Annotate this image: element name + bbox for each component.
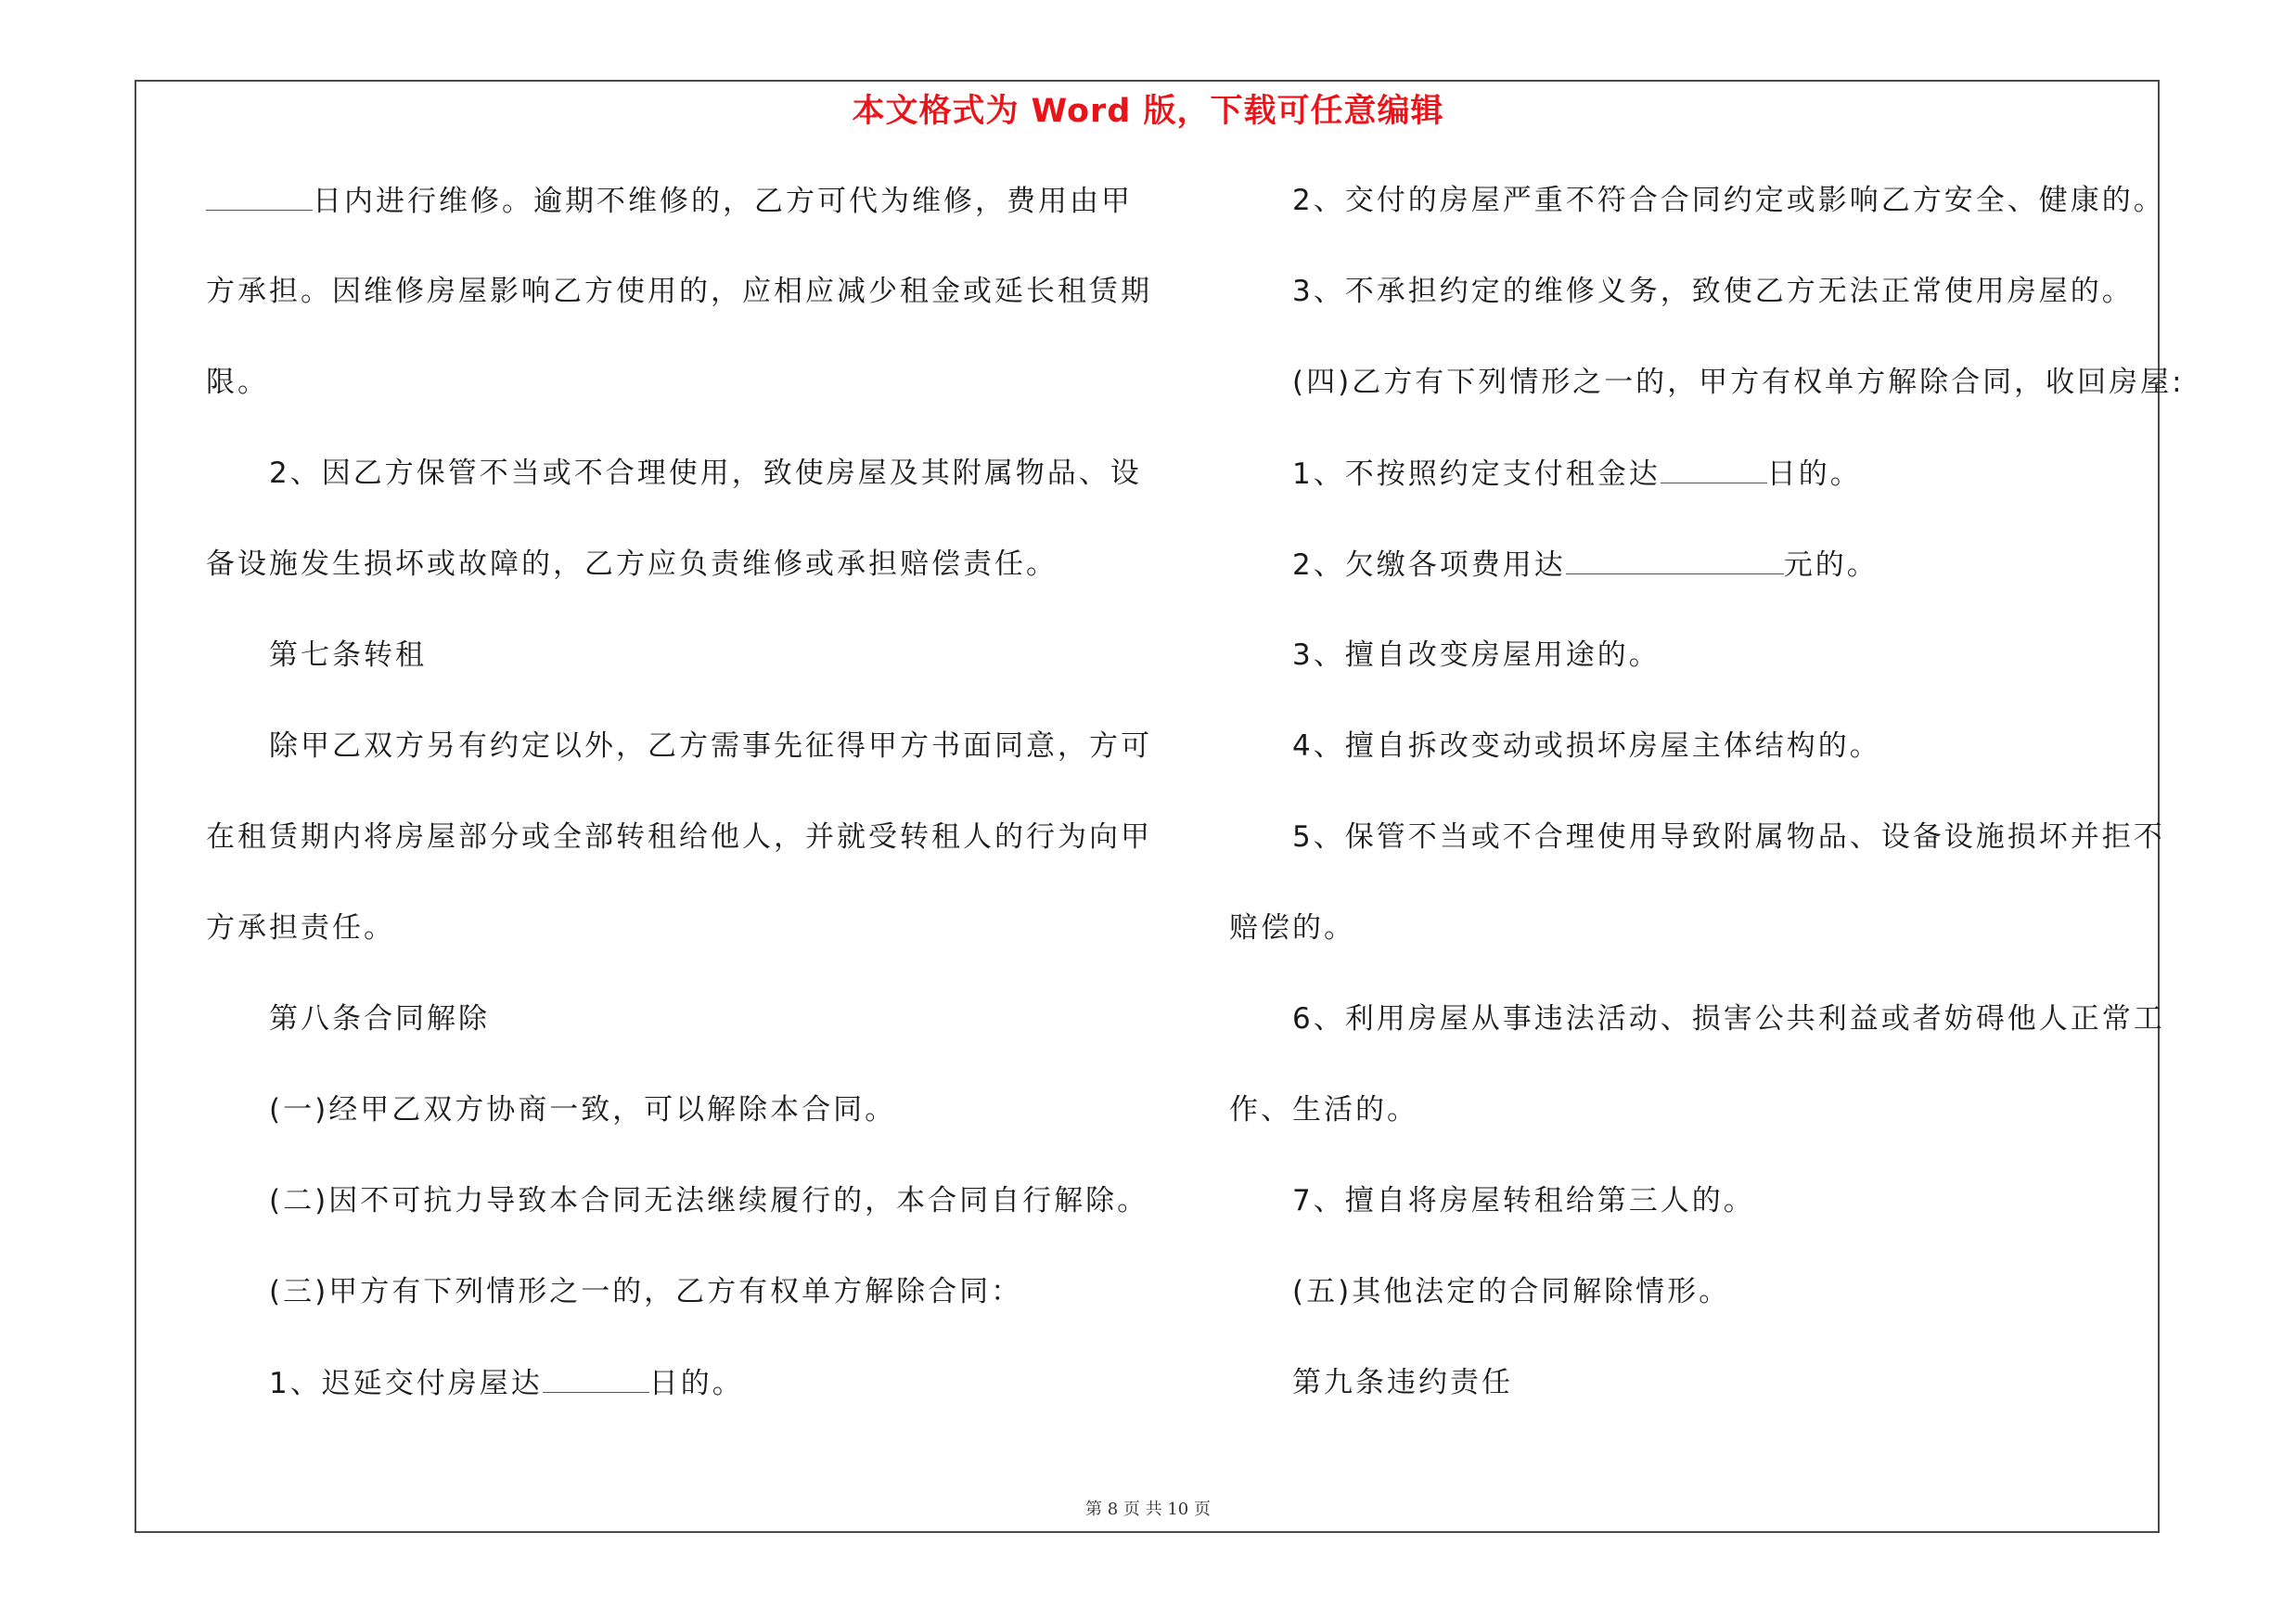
right-line-5 [1229, 546, 2157, 637]
left-line-14-post: 日的。 [648, 1367, 744, 1400]
right-line-5-post: 元的。 [1783, 548, 1879, 582]
right-column [1229, 182, 2185, 1455]
left-line-8: 在租赁期内将房屋部分或全部转租给他人，并就受转租人的行为向甲 [206, 820, 1152, 854]
left-line-12: (二)因不可抗力导致本合同无法继续履行的，本合同自行解除。 [269, 1184, 1149, 1217]
left-line-7: 除甲乙双方另有约定以外，乙方需事先征得甲方书面同意，方可 [269, 729, 1152, 763]
right-line-8: 5、保管不当或不合理使用导致附属物品、设备设施损坏并拒不 [1292, 820, 2165, 854]
right-line-2: 3、不承担约定的维修义务，致使乙方无法正常使用房屋的。 [1292, 275, 2134, 308]
right-line-9: 赔偿的。 [1229, 911, 1355, 945]
right-line-13: (五)其他法定的合同解除情形。 [1292, 1275, 1731, 1308]
blank-underline [1661, 455, 1767, 483]
left-line-1-text: 日内进行维修。逾期不维修的，乙方可代为维修，费用由甲 [313, 185, 1133, 218]
left-line-14 [206, 1364, 1134, 1455]
left-column [206, 182, 1152, 1455]
left-line-3: 限。 [206, 366, 269, 399]
right-line-11: 作、生活的。 [1229, 1093, 1418, 1127]
left-line-1 [206, 182, 1134, 273]
left-line-2: 方承担。因维修房屋影响乙方使用的，应相应减少租金或延长租赁期 [206, 275, 1152, 308]
left-line-11: (一)经甲乙双方协商一致，可以解除本合同。 [269, 1093, 897, 1127]
editable-notice-banner: 本文格式为 Word 版，下载可任意编辑 [852, 93, 1444, 130]
right-line-1: 2、交付的房屋严重不符合合同约定或影响乙方安全、健康的。 [1292, 184, 2165, 217]
right-line-6: 3、擅自改变房屋用途的。 [1292, 638, 1661, 672]
article-7-heading: 第七条转租 [269, 638, 427, 672]
left-line-13: (三)甲方有下列情形之一的，乙方有权单方解除合同： [269, 1275, 1023, 1308]
right-line-4-post: 日的。 [1766, 457, 1862, 491]
blank-underline [543, 1364, 649, 1393]
right-line-5-text: 2、欠缴各项费用达 [1292, 548, 1566, 582]
right-line-7: 4、擅自拆改变动或损坏房屋主体结构的。 [1292, 729, 1881, 763]
blank-underline [206, 182, 313, 211]
left-line-14-text: 1、迟延交付房屋达 [269, 1367, 543, 1400]
blank-underline [1566, 546, 1784, 574]
right-line-12: 7、擅自将房屋转租给第三人的。 [1292, 1184, 1755, 1217]
article-9-heading: 第九条违约责任 [1292, 1366, 1513, 1399]
article-8-heading: 第八条合同解除 [269, 1002, 490, 1036]
right-line-3: (四)乙方有下列情形之一的，甲方有权单方解除合同，收回房屋: [1292, 366, 2185, 399]
right-line-4-text: 1、不按照约定支付租金达 [1292, 457, 1661, 491]
right-line-10: 6、利用房屋从事违法活动、损害公共利益或者妨碍他人正常工 [1292, 1002, 2165, 1036]
left-line-5: 备设施发生损坏或故障的，乙方应负责维修或承担赔偿责任。 [206, 547, 1058, 581]
left-line-4: 2、因乙方保管不当或不合理使用，致使房屋及其附属物品、设 [269, 457, 1142, 490]
page-number: 第 8 页 共 10 页 [1085, 1500, 1211, 1519]
right-line-4 [1229, 455, 2157, 546]
left-line-9: 方承担责任。 [206, 911, 395, 945]
